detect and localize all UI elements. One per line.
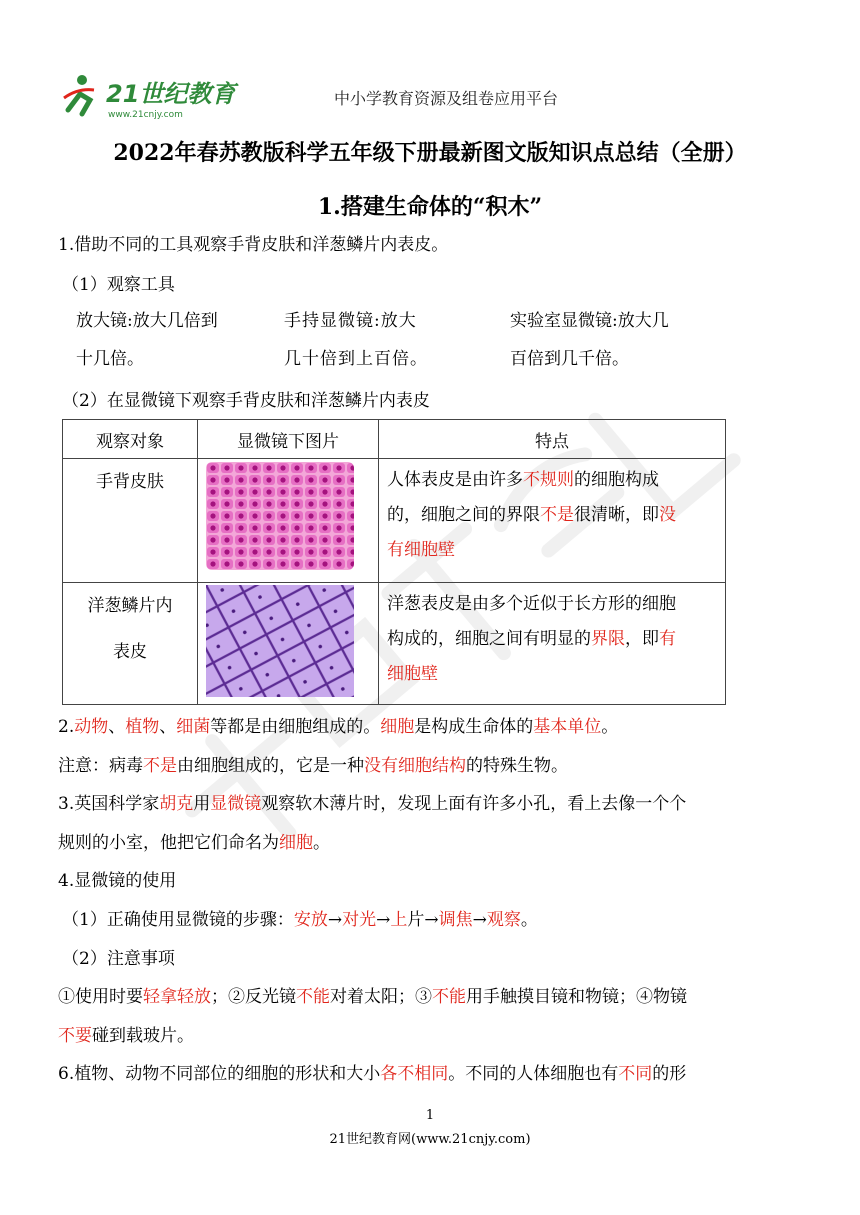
precautions-line2: 不要碰到载玻片。	[58, 1026, 194, 1046]
table-row	[63, 583, 726, 705]
item3-line2: 规则的小室，他把它们命名为细胞。	[58, 833, 330, 853]
item3-line1: 3.英国科学家胡克用显微镜观察软木薄片时，发现上面有许多小孔，看上去像一个个	[58, 794, 687, 814]
onion-cells-image	[206, 585, 354, 697]
section-title: 1.搭建生命体的“积木”	[317, 194, 543, 220]
features-onion: 洋葱表皮是由多个近似于长方形的细胞 构成的，细胞之间有明显的界限，即有 细胞壁	[379, 583, 726, 705]
header-image: 显微镜下图片	[198, 420, 379, 459]
object-onion: 洋葱鳞片内 表皮	[87, 596, 173, 662]
document-title: 2022年春苏教版科学五年级下册最新图文版知识点总结（全册）	[113, 140, 747, 166]
features-skin: 人体表皮是由许多不规则的细胞构成 的，细胞之间的界限不是很清晰，即没 有细胞壁	[379, 459, 726, 583]
table-header-row	[63, 420, 726, 459]
observation-subheading: （2）在显微镜下观察手背皮肤和洋葱鳞片内表皮	[62, 391, 430, 411]
header-features: 特点	[379, 420, 726, 459]
microscope-steps: （1）正确使用显微镜的步骤：安放→对光→上片→调焦→观察。	[62, 910, 538, 930]
table-row	[63, 459, 726, 583]
item6-text: 6.植物、动物不同部位的细胞的形状和大小各不相同。不同的人体细胞也有不同的形	[58, 1064, 687, 1084]
item4-heading: 4.显微镜的使用	[58, 871, 177, 891]
logo-url: www.21cnjy.com	[108, 110, 183, 120]
precautions-line1: ①使用时要轻拿轻放；②反光镜不能对着太阳；③不能用手触摸目镜和物镜；④物镜	[58, 987, 687, 1007]
tool-magnifier: 放大镜:放大几倍到 十几倍。	[76, 311, 218, 369]
tool-handheld-microscope: 手持显微镜:放大 几十倍到上百倍。	[284, 311, 428, 369]
virus-note: 注意：病毒不是由细胞组成的，它是一种没有细胞结构的特殊生物。	[58, 756, 568, 776]
tool-lab-microscope: 实验室显微镜:放大几 百倍到几千倍。	[510, 311, 669, 369]
item1-heading: 1.借助不同的工具观察手背皮肤和洋葱鳞片内表皮。	[58, 235, 449, 255]
object-skin: 手背皮肤	[96, 472, 164, 492]
tools-subheading: （1）观察工具	[62, 275, 175, 295]
skin-cells-image	[206, 462, 354, 570]
brand-logo	[62, 72, 252, 120]
page-number: 1	[425, 1108, 435, 1123]
platform-slogan: 中小学教育资源及组卷应用平台	[334, 89, 559, 108]
observation-table	[62, 419, 726, 705]
logo-text: 21世纪教育	[106, 80, 236, 108]
precautions-subheading: （2）注意事项	[62, 949, 175, 969]
footer-site: 21世纪教育网(www.21cnjy.com)	[329, 1132, 531, 1147]
header-object: 观察对象	[63, 420, 198, 459]
item2-text: 2.动物、植物、细菌等都是由细胞组成的。细胞是构成生命体的基本单位。	[58, 717, 619, 737]
